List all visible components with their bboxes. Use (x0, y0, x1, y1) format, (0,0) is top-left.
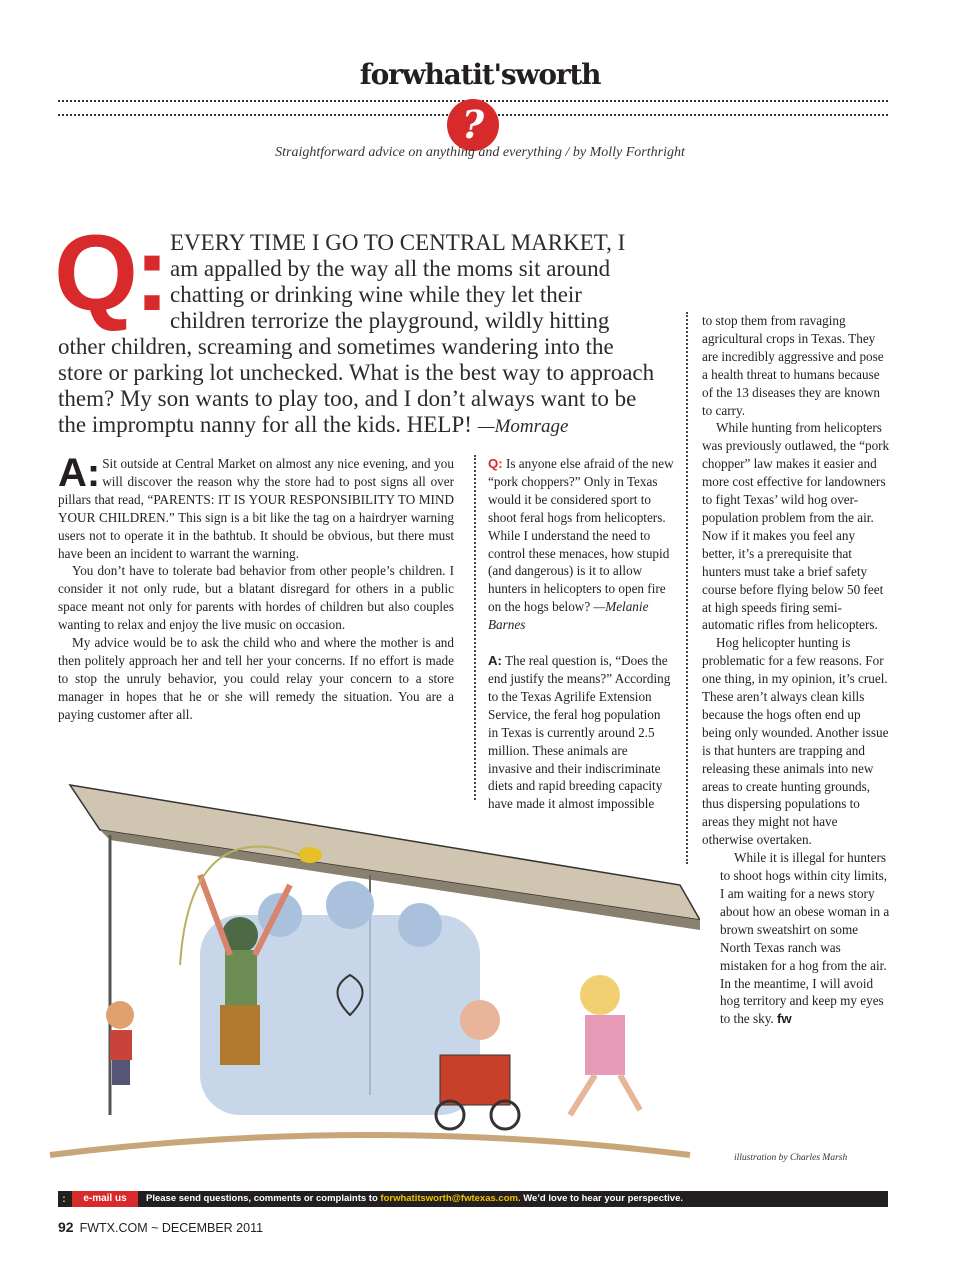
question-one (54, 212, 658, 440)
answer-one-column (58, 451, 454, 724)
answer-two-paragraph: to stop them from ravaging agricultural crops in Texas. They are incredibly aggressive and pose a health threat to humans because of the 13 diseases they are known to carry. (702, 313, 884, 418)
playground-illustration (40, 715, 700, 1175)
answer-one-paragraph: Sit outside at Central Market on almost any nice evening, and you will discover the reason why the store had to post signs all over pillars that read, “PARENTS: IT IS YOUR RESPONSIBILITY TO MIND YOUR CHILDREN.” This sign is a bit like the tag on a hairdryer warning users not to operate it in the bathtub. It should be obvious, but there must have been an incident to warrant the warning. (58, 456, 454, 561)
answer-one-paragraph: My advice would be to ask the child who and where the mother is and then politely approach her and tell her your concerns. If no effort is made to stop the unruly behavior, you could relay your concern to a store manager in hopes that he or she will remedy the situation. You are a paying customer after all. (58, 635, 454, 722)
folio-text: FWTX.COM ~ DECEMBER 2011 (79, 1221, 264, 1235)
page-number: 92 (58, 1219, 74, 1235)
question-one-text: EVERY TIME I GO TO CENTRAL MARKET, I am appalled by the way all the moms sit around chatting or drinking wine while they let their children terrorize the playground, wildly hitting other children, screaming and sometimes wandering into the store or parking lot unchecked. What is the best way to approach them? My son wants to play too, and I don’t always want to be the impromptu nanny for all the kids. HELP! (58, 230, 655, 437)
feedback-message: Please send questions, comments or complaints to forwhatitsworth@fwtexas.com. We’d love to hear your perspective. (146, 1193, 684, 1204)
question-two: Q: Is anyone else afraid of the new “pork choppers?” Only in Texas would it be considered sport to shoot feral hogs from helicopters. While I understand the need to control these menaces, how stupid (and dangerous) is it to allow hunters in helicopters to open fire on the hogs below? —Melanie Barnes (488, 456, 674, 633)
bar-marker: : (58, 1191, 70, 1207)
answer-two-start: A: The real question is, “Does the end justify the means?” According to the Texas Agrilife Extension Service, the feral hog population in Texas is currently around 2.5 million. These animals are invasive and their indiscriminate diets and rapid breeding capacity have made it almost impossible (488, 653, 671, 812)
end-mark: fw (777, 1011, 792, 1027)
question-mark-icon: ? (447, 99, 499, 151)
email-us-label: e-mail us (72, 1191, 138, 1207)
answer-two-paragraph: Hog helicopter hunting is problematic for a few reasons. For one thing, in my opinion, it’s cruel. These aren’t always clean kills because the hogs often end up being only wounded. Another issue is that hunters are trapping and releasing these animals into new areas to create hunting grounds, thus dispersing populations to areas they might not have otherwise overtaken. (702, 635, 889, 848)
answer-two-paragraph: While it is illegal for hunters to shoot hogs within city limits, I am waiting for a news story about how an obese woman in a brown sweatshirt on some North Texas ranch was mistaken for a hog from the air. In the meantime, I will avoid hog territory and keep my eyes to the sky. fw (720, 850, 890, 1027)
answer-drop-letter: A: (58, 451, 101, 495)
illustration-credit: illustration by Charles Marsh (734, 1153, 848, 1163)
column-tagline: Straightforward advice on anything and everything / by Molly Forthright (275, 145, 685, 160)
masthead-title: forwhatit'sworth (359, 58, 601, 91)
page-folio (58, 1219, 263, 1235)
question-one-signature: —Momrage (477, 416, 569, 437)
question-drop-letter: Q: (54, 212, 166, 333)
question-two-signature: —Melanie Barnes (488, 599, 649, 633)
answer-two-paragraph: While hunting from helicopters was previously outlawed, the “pork chopper” law makes it easier and more cost effective for landowners to fight Texas’ wild hog over-population problem from the air. Now if it makes you feel any better, it’s a prerequisite that hunters must take a brief safety course before flying below 50 feet at high speeds firing semi-automatic rifles from helicopters. (702, 420, 890, 633)
email-link[interactable]: forwhatitsworth@fwtexas.com. (380, 1193, 521, 1204)
feedback-bar (58, 1191, 888, 1207)
answer-one-paragraph: You don’t have to tolerate bad behavior from other people’s children. I consider it not only rude, but a blatant disregard for others in a public space meant not only for parents with hordes of children but also couples wanting to relax and enjoy the live music on occasion. (58, 563, 454, 633)
answer-two-continued (702, 312, 890, 1028)
